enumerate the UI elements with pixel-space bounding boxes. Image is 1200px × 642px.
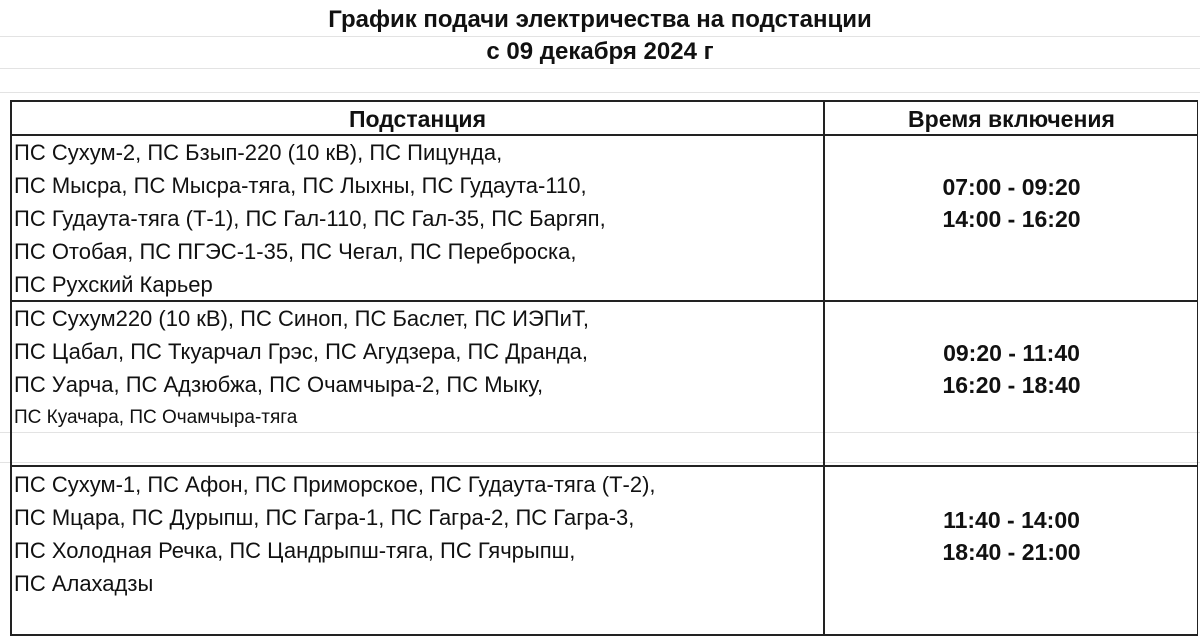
header-divider [10, 134, 1198, 136]
substation-line: ПС Сухум220 (10 кВ), ПС Синоп, ПС Баслет, ПС ИЭПиТ, [14, 306, 590, 331]
grid-line [0, 68, 1200, 69]
substation-line: ПС Мысра, ПС Мысра-тяга, ПС Лыхны, ПС Гудаута-110, [14, 173, 587, 198]
time-range: 16:20 - 18:40 [942, 372, 1081, 398]
time-range: 18:40 - 21:00 [942, 539, 1081, 565]
row-divider [10, 465, 1198, 467]
header-time: Время включения [908, 106, 1115, 132]
substation-line: ПС Уарча, ПС Адзюбжа, ПС Очамчыра-2, ПС Мыку, [14, 372, 544, 397]
time-range: 11:40 - 14:00 [943, 507, 1080, 533]
substation-line: ПС Сухум-2, ПС Бзып-220 (10 кВ), ПС Пицунда, [14, 140, 503, 165]
substation-line: ПС Гудаута-тяга (Т-1), ПС Гал-110, ПС Гал-35, ПС Баргяп, [14, 206, 606, 231]
header-substation: Подстанция [348, 106, 486, 132]
title-line-2: с 09 декабря 2024 г [486, 38, 714, 65]
page-title [0, 4, 1200, 68]
substation-line: ПС Отобая, ПС ПГЭС-1-35, ПС Чегал, ПС Переброска, [14, 239, 577, 264]
title-line-1: График подачи электричества на подстанции [328, 6, 872, 33]
grid-line [0, 92, 1200, 93]
substation-line: ПС Холодная Речка, ПС Цандрыпш-тяга, ПС Гячрыпш, [14, 538, 576, 563]
row-divider [10, 300, 1198, 302]
substation-line: ПС Алахадзы [14, 571, 154, 596]
table-bottom-border [10, 634, 1198, 636]
substation-line: ПС Рухский Карьер [14, 272, 213, 297]
time-range: 14:00 - 16:20 [942, 206, 1081, 232]
substation-line: ПС Цабал, ПС Ткуарчал Грэс, ПС Агудзера, ПС Дранда, [14, 339, 589, 364]
time-range: 07:00 - 09:20 [942, 174, 1081, 200]
substation-line: ПС Мцара, ПС Дурыпш, ПС Гагра-1, ПС Гагра-2, ПС Гагра-3, [14, 505, 635, 530]
substation-line: ПС Сухум-1, ПС Афон, ПС Приморское, ПС Гудаута-тяга (Т-2), [14, 472, 656, 497]
substation-line: ПС Куачара, ПС Очамчыра-тяга [14, 407, 298, 428]
time-range: 09:20 - 11:40 [943, 340, 1080, 366]
